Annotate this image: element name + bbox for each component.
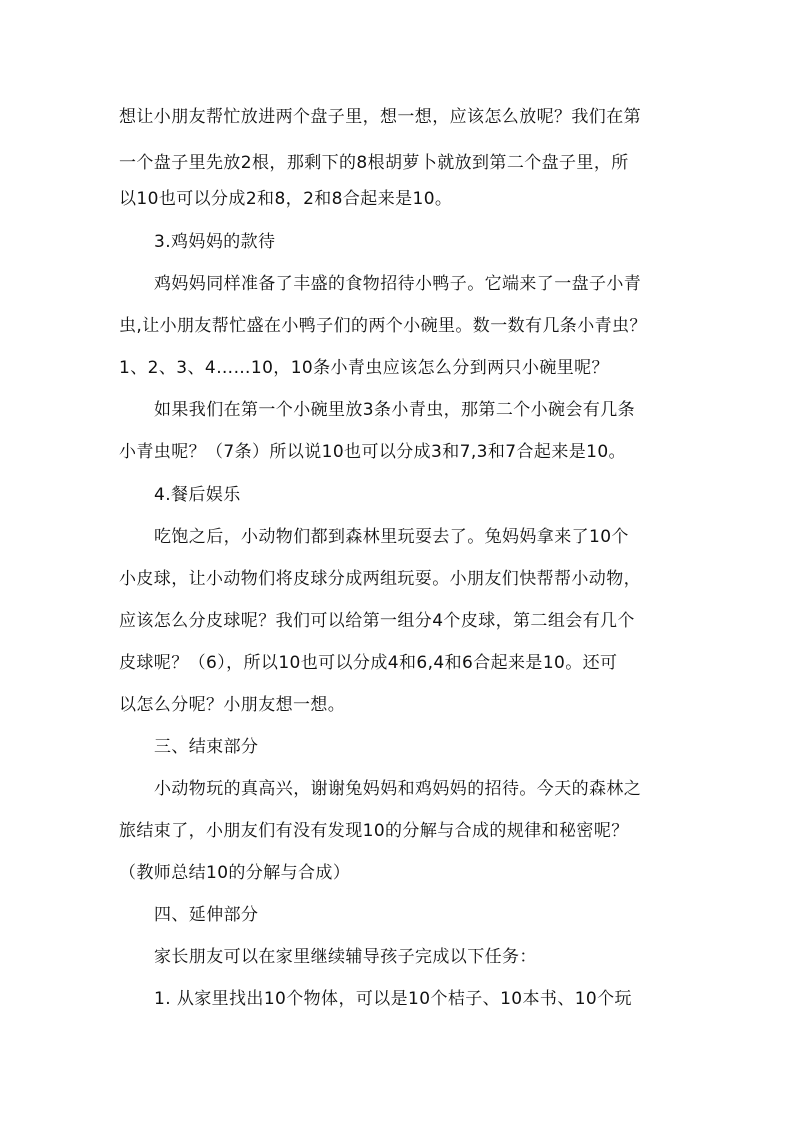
paragraph-line: 家长朋友可以在家里继续辅导孩子完成以下任务： — [154, 947, 537, 967]
paragraph-line: 应该怎么分皮球呢？我们可以给第一组分4个皮球，第二组会有几个 — [119, 611, 635, 631]
section-heading-4: 4.餐后娱乐 — [154, 485, 241, 505]
paragraph-line: 鸡妈妈同样准备了丰盛的食物招待小鸭子。它端来了一盘子小青 — [154, 274, 642, 294]
paragraph-line: 小皮球，让小动物们将皮球分成两组玩耍。小朋友们快帮帮小动物， — [119, 569, 641, 589]
paragraph-line: 旅结束了，小朋友们有没有发现10的分解与合成的规律和秘密呢？ — [119, 821, 629, 841]
section-heading-conclusion: 三、结束部分 — [154, 737, 259, 757]
paragraph-line: 皮球呢？（6），所以10也可以分成4和6,4和6合起来是10。还可 — [119, 653, 618, 673]
paragraph-line: 以怎么分呢？小朋友想一想。 — [119, 695, 346, 715]
paragraph-line: 以10也可以分成2和8，2和8合起来是10。 — [119, 189, 453, 209]
section-heading-extension: 四、延伸部分 — [154, 905, 259, 925]
paragraph-line: 一个盘子里先放2根，那剩下的8根胡萝卜就放到第二个盘子里，所 — [119, 153, 629, 173]
paragraph-line: （教师总结10的分解与合成） — [119, 863, 351, 883]
section-heading-3: 3.鸡妈妈的款待 — [154, 232, 276, 252]
paragraph-line: 虫,让小朋友帮忙盛在小鸭子们的两个小碗里。数一数有几条小青虫？ — [119, 316, 647, 336]
paragraph-line: 吃饱之后，小动物们都到森林里玩耍去了。兔妈妈拿来了10个 — [154, 527, 629, 547]
task-item-1: 1. 从家里找出10个物体，可以是10个桔子、10本书、10个玩 — [154, 989, 632, 1009]
paragraph-line: 如果我们在第一个小碗里放3条小青虫，那第二个小碗会有几条 — [154, 400, 636, 420]
paragraph-line: 小青虫呢？（7条）所以说10也可以分成3和7,3和7合起来是10。 — [119, 442, 626, 462]
paragraph-line: 1、2、3、4……10，10条小青虫应该怎么分到两只小碗里呢？ — [119, 358, 609, 378]
paragraph-line: 小动物玩的真高兴，谢谢兔妈妈和鸡妈妈的招待。今天的森林之 — [154, 779, 642, 799]
paragraph-line: 想让小朋友帮忙放进两个盘子里，想一想，应该怎么放呢？我们在第 — [119, 107, 641, 127]
